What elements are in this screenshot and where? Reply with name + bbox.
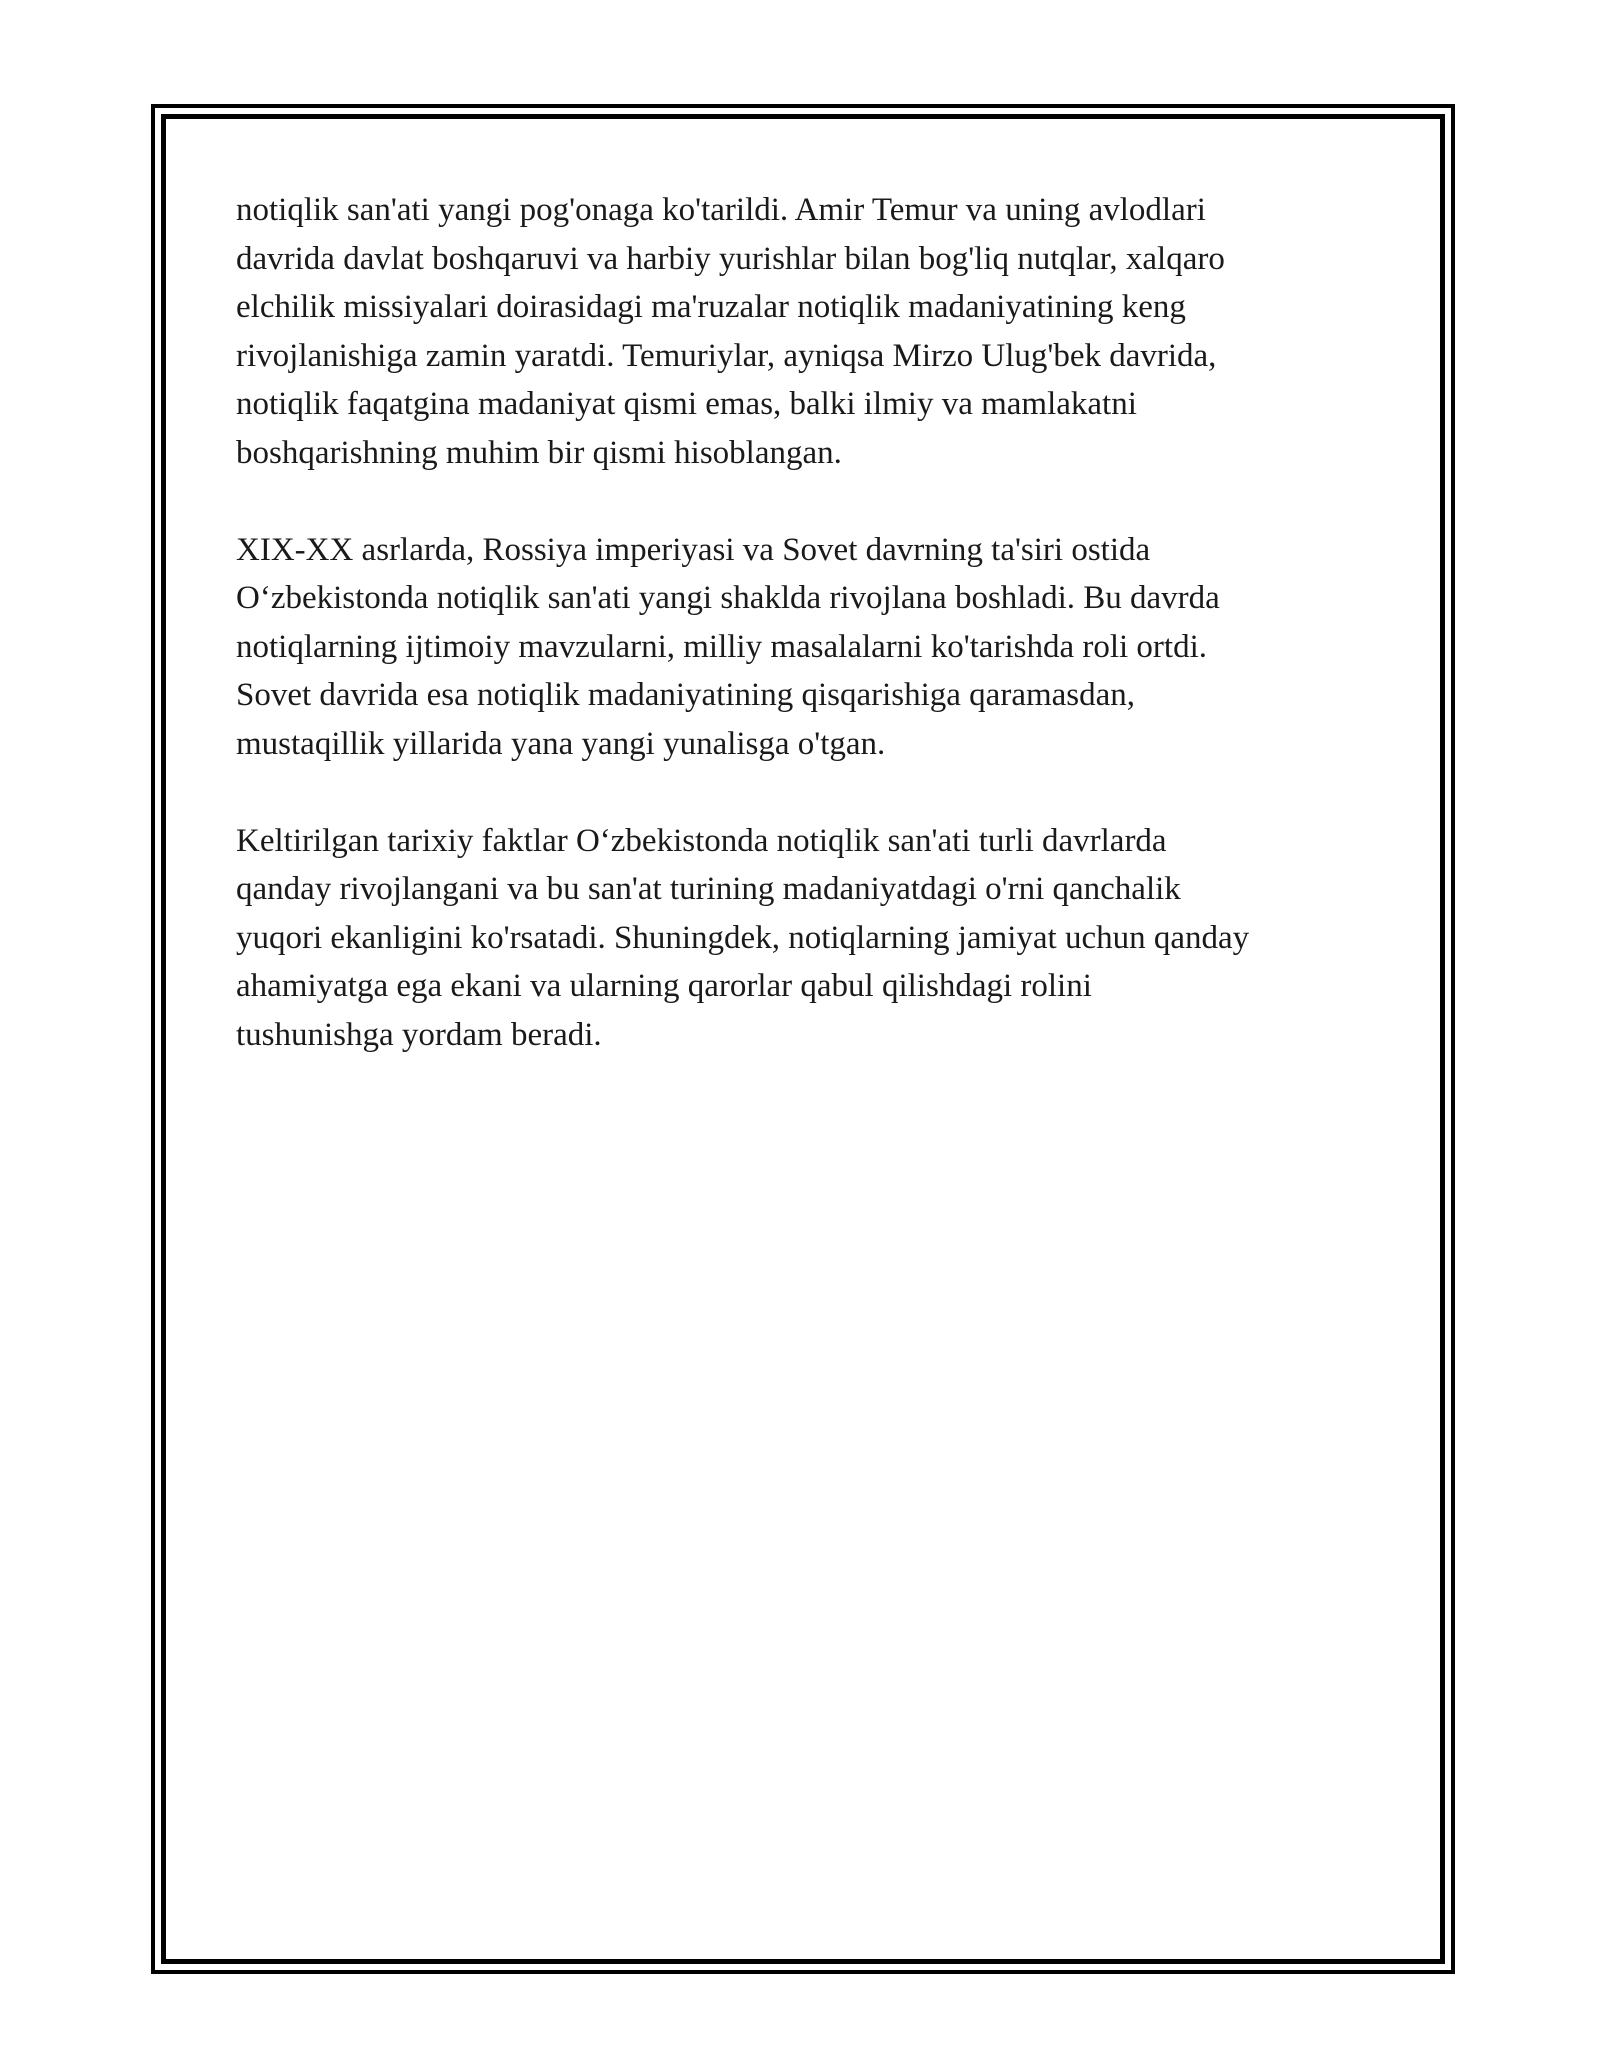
paragraph-temurid-era: notiqlik san'ati yangi pog'onaga ko'tarildi. Amir Temur va uning avlodlari davrida davlat boshqaruvi va harbiy yurishlar bilan bog'liq nutqlar, xalqaro elchilik missiyalari doirasidagi ma'ruzalar notiqlik madaniyatining keng rivojlanishiga zamin yaratdi. Temuriylar, ayniqsa Mirzo Ulug'bek davrida, notiqlik faqatgina madaniyat qismi emas, balki ilmiy va mamlakatni boshqarishning muhim bir qismi hisoblangan.: [236, 192, 1225, 471]
paragraph-19-20-centuries: XIX-XX asrlarda, Rossiya imperiyasi va Sovet davrning ta'siri ostida O‘zbekistonda notiqlik san'ati yangi shaklda rivojlana boshladi. Bu davrda notiqlarning ijtimoiy mavzularni, milliy masalalarni ko'tarishda roli ortdi. Sovet davrida esa notiqlik madaniyatining qisqarishiga qaramasdan, mustaqillik yillarida yana yangi yunalisga o'tgan.: [236, 531, 1220, 762]
paragraph-conclusion: Keltirilgan tarixiy faktlar O‘zbekistonda notiqlik san'ati turli davrlarda qanday rivojlangani va bu san'at turining madaniyatdagi o'rni qanchalik yuqori ekanligini ko'rsatadi. Shuningdek, notiqlarning jamiyat uchun qanday ahamiyatga ega ekani va ularning qarorlar qabul qilishdagi rolini tushunishga yordam beradi.: [236, 822, 1250, 1053]
document-body: [236, 186, 1376, 1108]
